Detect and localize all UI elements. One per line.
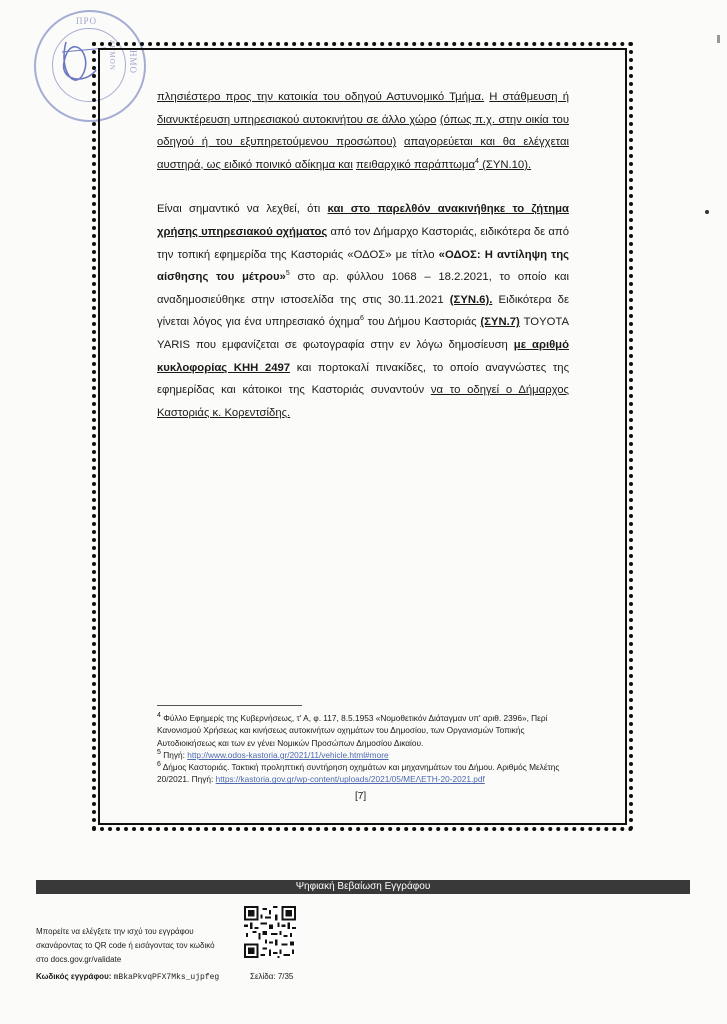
p1-ref-syn10: (ΣΥΝ.10). (478, 158, 532, 171)
footnotes (157, 712, 577, 786)
footnote-4 (157, 712, 577, 749)
page-info: Σελίδα: 7/35 (250, 972, 294, 981)
footnote-4-num: 4 (157, 712, 161, 720)
verification-line-3: στο docs.gov.gr/validate (36, 955, 122, 964)
footnote-separator (157, 705, 302, 706)
p1-sentence-5: πειθαρχικό παράπτωμα (356, 158, 476, 171)
scan-speck (705, 210, 709, 214)
footnote-6-num: 6 (157, 761, 161, 769)
paragraph-1 (157, 86, 569, 176)
qr-code-icon (244, 906, 296, 958)
footnote-6-link[interactable]: https://kastoria.gov.gr/wp-content/uploads/2021/05/ΜΕΛΕΤΗ-20-2021.pdf (215, 774, 485, 785)
document-code-value: mBkaPkvqPFX7Mks_ujpfeg (113, 973, 220, 982)
paragraph-2 (157, 198, 569, 424)
footnote-5-link[interactable]: http://www.odos-kastoria.gr/2021/11/vehicle.html#more (187, 749, 389, 760)
p2-t10: TOYOTA YARIS που εμφανίζεται σε φωτογραφία στην εν λόγω δημοσίευση (157, 316, 569, 351)
p1-sentence-2: Η στάθμευση ή διανυκτέρευση υπηρεσιακού αυτοκινήτου σε άλλο χώρο (157, 91, 569, 126)
footnote-6 (157, 761, 577, 786)
p2-title: «ΟΔΟΣ: Η αντίληψη της αίσθησης του μέτρου» (157, 248, 569, 284)
stamp-text-inner: ΔΗΜΟΝ (108, 40, 116, 71)
verification-line-2: σκανάροντας το QR code ή εισάγοντας τον κωδικό (36, 941, 215, 950)
p1-sentence-4: απαγορεύεται και θα ελέγχεται αυστηρά, ως ειδικό ποινικό αδίκημα και (157, 136, 569, 171)
p2-t8: του Δήμου Καστοριάς (363, 316, 481, 329)
p2-t7: Ειδικότερα δε γίνεται λόγος για ένα υπηρεσιακό όχημα (157, 293, 569, 329)
p2-t3: από τον Δήμαρχο Καστοριάς, ειδικότερα δε από την τοπική εφημερίδα της Καστοριάς «ΟΔΟΣ» με τίτλο (157, 225, 569, 261)
p2-plate-number: με αριθμό κυκλοφορίας ΚΗΗ 2497 (157, 338, 569, 374)
footnote-ref-4: 4 (475, 158, 479, 166)
footnote-5-text: Πηγή: (160, 749, 188, 760)
verification-bar-title: Ψηφιακή Βεβαίωση Εγγράφου (36, 880, 690, 894)
scan-mark (717, 35, 720, 43)
p1-sentence-1: πλησιέστερο προς την κατοικία του οδηγού Αστυνομικό Τμήμα. (157, 91, 485, 103)
document-code (36, 972, 219, 982)
p2-t5: στο αρ. φύλλου 1068 – 18.2.2021, το οποίο και αναδημοσιεύθηκε στην ιστοσελίδα της στις 30.11.2021 (157, 271, 569, 306)
page-number: [7] (355, 791, 367, 802)
p2-ref-syn6: (ΣΥΝ.6). (449, 293, 493, 306)
footnote-6-text: Δήμος Καστοριάς. Τακτική προληπτική συντήρηση οχημάτων και μηχανημάτων του Δήμου. Αριθμός Μελέτης 20/2021. Πηγή: (157, 762, 560, 785)
p2-ref-syn7: (ΣΥΝ.7) (480, 316, 520, 329)
main-text (157, 86, 569, 424)
p2-t13: να το οδηγεί ο Δήμαρχος Καστοριάς κ. Κορεντσίδης. (157, 384, 569, 419)
p2-t12: και πορτοκαλί πινακίδες, το οποίο αναγνώστες της εφημερίδας και κάτοικοι της Καστοριάς συναντούν (157, 361, 570, 397)
p2-t2: και στο παρελθόν ανακινήθηκε το ζήτημα χρήσης υπηρεσιακού οχήματος (157, 203, 570, 238)
p1-sentence-3: (όπως π.χ. στην οικία του οδηγού ή του εξυπηρετούμενου προσώπου) (157, 113, 570, 149)
footnote-ref-5: 5 (285, 270, 290, 278)
footnote-4-text: Φύλλο Εφημερίς της Κυβερνήσεως, τ' Α, φ. 117, 8.5.1953 «Νομοθετικόν Διάταγμαν υπ' αριθ. 2396», Περί Κανονισμού Χρήσεως και κινήσεως αυτοκινήτων οχημάτων του Δημοσίου, των Οργανισμών Τοπικής Αυτοδιοικήσεως και των εν γένει Νομικών Προσώπων Δημοσίου Δικαίου. (157, 713, 548, 748)
document-code-label: Κωδικός εγγράφου: (36, 972, 114, 981)
footnote-5-num: 5 (157, 749, 161, 757)
footnote-5 (157, 749, 577, 761)
stamp-text-side: ΗΜΟ (128, 50, 138, 75)
verification-line-1: Μπορείτε να ελέγξετε την ισχύ του εγγράφου (36, 927, 194, 936)
footnote-ref-6: 6 (359, 315, 364, 323)
verification-instructions (36, 925, 236, 967)
stamp-text-top: ΠΡΟ (76, 16, 98, 26)
p2-t1: Είναι σημαντικό να λεχθεί, ότι (157, 203, 328, 216)
